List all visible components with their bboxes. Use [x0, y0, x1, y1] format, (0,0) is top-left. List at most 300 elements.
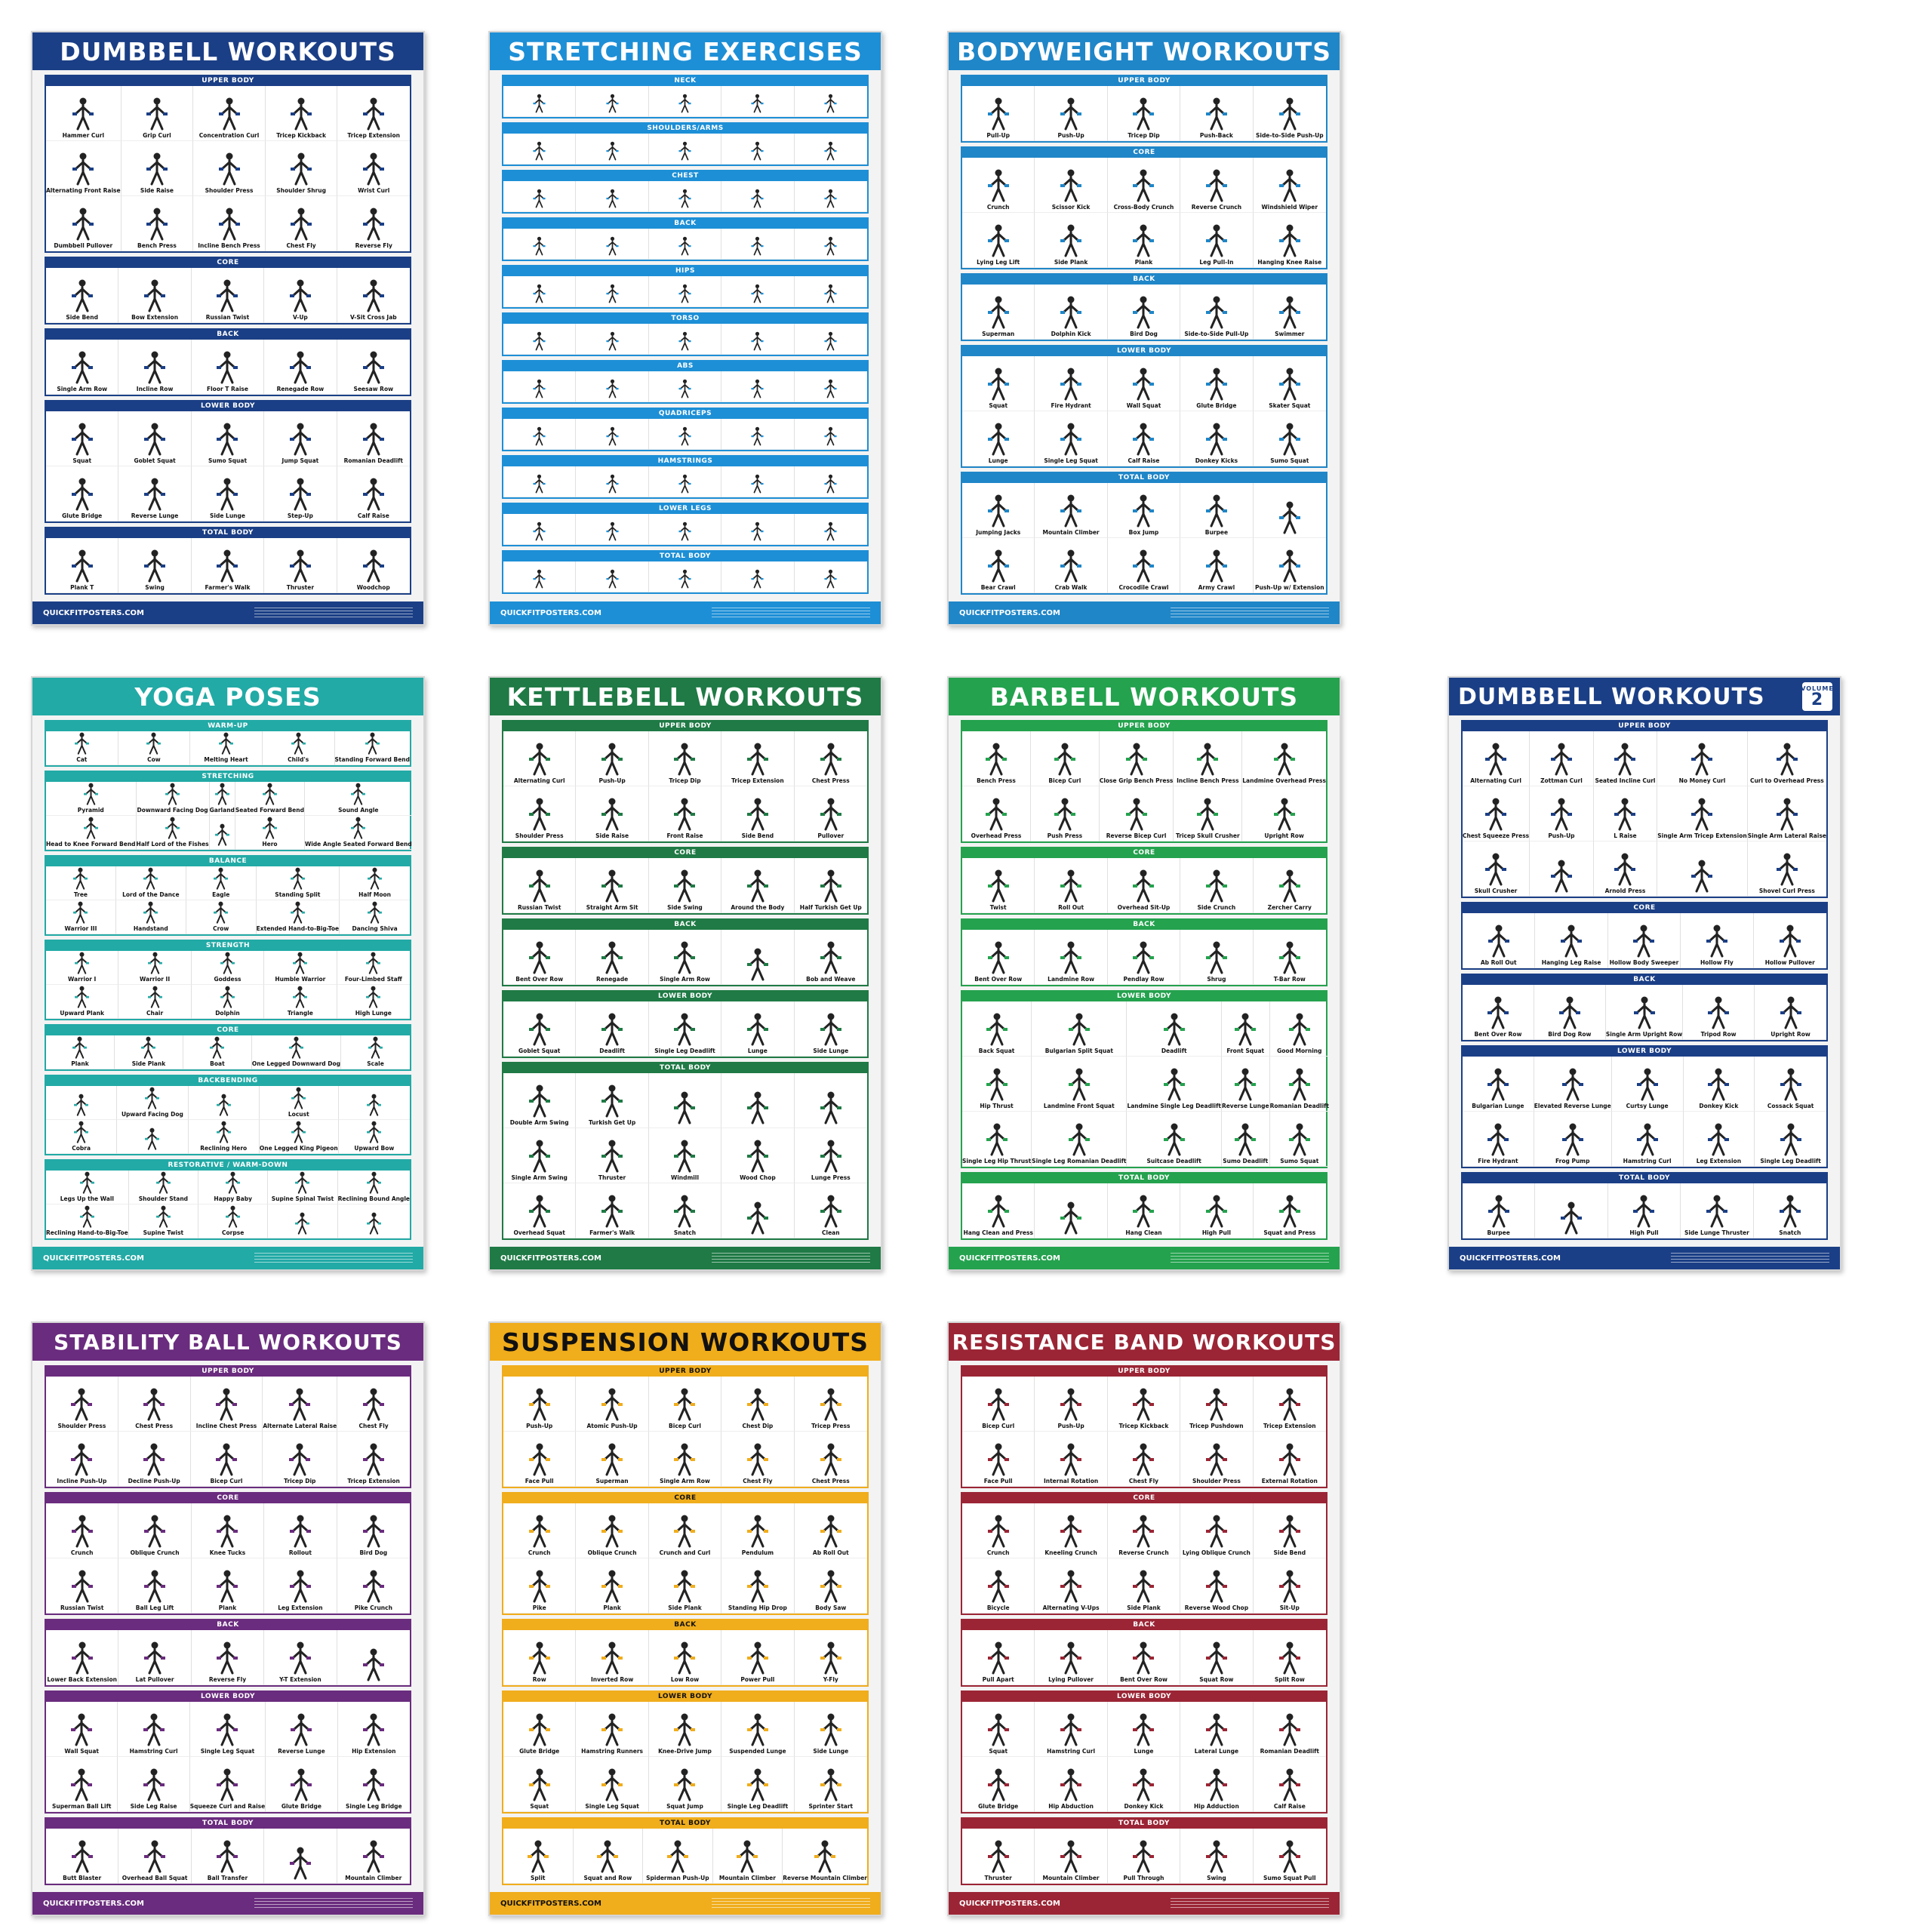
exercise-label: Bent Over Row: [1474, 1031, 1522, 1038]
exercise-card: [337, 1377, 410, 1432]
exercise-label: Sit-Up: [1279, 1604, 1300, 1611]
exercise-figure-icon: [1556, 923, 1586, 958]
exercise-card: [962, 930, 1035, 985]
exercise-card: [1463, 731, 1530, 786]
exercise-grid: [962, 1183, 1326, 1238]
exercise-figure-icon: [981, 796, 1011, 831]
poster-title: [949, 1323, 1340, 1361]
exercise-card: [721, 1183, 794, 1238]
exercise-grid: [1463, 913, 1826, 968]
exercise-label: Chest Press: [811, 1478, 850, 1484]
exercise-figure-icon: [1128, 1193, 1158, 1228]
exercise-label: Push-Up w/ Extension: [1254, 584, 1324, 591]
exercise-card: [1754, 1183, 1826, 1238]
exercise-card: [1180, 1432, 1253, 1487]
exercise-card: [576, 229, 648, 260]
exercise-label: Turkish Get Up: [588, 1119, 636, 1126]
exercise-card: [337, 985, 410, 1019]
exercise-card: [1254, 1377, 1326, 1432]
exercise-figure-icon: [525, 1386, 555, 1421]
exercise-card: [193, 196, 266, 251]
exercise-card: [118, 268, 191, 323]
exercise-label: Hip Abduction: [1048, 1803, 1094, 1810]
exercise-card: [46, 1171, 129, 1204]
exercise-figure-icon: [358, 96, 389, 131]
exercise-grid: [46, 951, 410, 1019]
exercise-figure-icon: [162, 816, 183, 839]
exercise-card: [721, 419, 794, 450]
exercise-card: [1657, 731, 1747, 786]
exercise-figure-icon: [214, 96, 245, 131]
exercise-label: Child's: [288, 756, 309, 763]
exercise-figure-icon: [365, 900, 385, 924]
exercise-section: [502, 1817, 869, 1885]
exercise-label: Reclining Hero: [200, 1145, 248, 1152]
exercise-figure-icon: [981, 741, 1011, 776]
exercise-label: Oblique Crunch: [587, 1549, 637, 1556]
section-heading: STRENGTH: [46, 941, 410, 951]
exercise-label: Hamstring Curl: [129, 1748, 178, 1755]
exercise-label: Dancing Shiva: [352, 925, 398, 932]
exercise-card: [1108, 86, 1180, 141]
exercise-label: Side Plank: [1054, 259, 1088, 266]
exercise-card: [1530, 786, 1594, 841]
exercise-card: [1530, 731, 1594, 786]
footer-url[interactable]: QUICKFITPOSTERS.COM: [500, 1899, 601, 1908]
exercise-figure-icon: [749, 568, 766, 589]
exercise-label: Tricep Skull Crusher: [1175, 832, 1240, 839]
exercise-figure-icon: [822, 521, 839, 541]
footer-disclaimer-lines: [1171, 1253, 1329, 1263]
exercise-card: [260, 1120, 339, 1154]
exercise-card: [1612, 1112, 1684, 1167]
exercise-figure-icon: [983, 1441, 1014, 1476]
exercise-card: [117, 1086, 188, 1120]
exercise-card: [190, 1702, 266, 1757]
exercise-figure-icon: [597, 1138, 627, 1173]
exercise-label: Squat Row: [1199, 1676, 1234, 1683]
exercise-figure-icon: [669, 1712, 700, 1746]
exercise-figure-icon: [525, 1640, 555, 1675]
exercise-label: Leg Extension: [1696, 1158, 1742, 1164]
exercise-card: [264, 1503, 337, 1558]
exercise-label: Lunge: [1134, 1748, 1154, 1755]
exercise-card: [266, 86, 338, 141]
exercise-card: [190, 1757, 266, 1812]
section-heading: TOTAL BODY: [962, 473, 1326, 483]
exercise-card: [962, 538, 1035, 593]
exercise-label: Pyramid: [77, 807, 104, 814]
exercise-figure-icon: [67, 548, 97, 583]
exercise-card: [340, 866, 410, 900]
exercise-figure-icon: [223, 1204, 243, 1228]
exercise-figure-icon: [358, 349, 389, 384]
exercise-card: [263, 731, 335, 765]
exercise-card: [189, 1086, 260, 1120]
exercise-grid: [46, 411, 410, 521]
exercise-card: [1254, 1558, 1326, 1614]
exercise-figure-icon: [1056, 1568, 1086, 1603]
exercise-figure-icon: [142, 151, 172, 186]
exercise-figure-icon: [743, 741, 773, 776]
exercise-figure-icon: [525, 1513, 555, 1548]
exercise-label: Single Leg Deadlift: [1760, 1158, 1821, 1164]
exercise-figure-icon: [743, 868, 773, 903]
section-heading: UPPER BODY: [503, 721, 867, 731]
exercise-card: [1534, 1057, 1612, 1112]
exercise-figure-icon: [676, 283, 694, 303]
footer-url[interactable]: QUICKFITPOSTERS.COM: [43, 1254, 144, 1263]
exercise-figure-icon: [1703, 1066, 1734, 1101]
exercise-card: [721, 276, 794, 307]
exercise-label: Single Arm Row: [660, 1478, 710, 1484]
exercise-label: Arnold Press: [1604, 888, 1646, 894]
exercise-figure-icon: [363, 951, 383, 974]
exercise-figure-icon: [68, 96, 98, 131]
footer-url[interactable]: QUICKFITPOSTERS.COM: [43, 1899, 144, 1908]
exercise-figure-icon: [365, 866, 385, 890]
exercise-card: [576, 324, 648, 355]
exercise-figure-icon: [285, 476, 315, 511]
exercise-figure-icon: [822, 378, 839, 398]
exercise-figure-icon: [816, 868, 846, 903]
exercise-label: Twist: [989, 904, 1007, 911]
exercise-figure-icon: [217, 985, 238, 1008]
exercise-label: Push-Up: [1057, 1423, 1084, 1429]
exercise-card: [1180, 1829, 1253, 1884]
exercise-label: Russian Twist: [205, 314, 250, 321]
exercise-figure-icon: [822, 235, 839, 256]
exercise-grid: [962, 158, 1326, 268]
exercise-figure-icon: [1192, 796, 1223, 831]
footer-url[interactable]: QUICKFITPOSTERS.COM: [959, 1899, 1060, 1908]
exercise-figure-icon: [139, 1441, 169, 1476]
exercise-card: [337, 86, 410, 141]
exercise-label: Back Squat: [978, 1048, 1015, 1054]
exercise-grid: [962, 285, 1326, 340]
exercise-section: [502, 503, 869, 546]
exercise-card: [122, 196, 194, 251]
exercise-card: [721, 561, 794, 592]
exercise-section: [45, 771, 411, 851]
exercise-figure-icon: [1776, 995, 1806, 1029]
exercise-figure-icon: [1201, 493, 1232, 528]
exercise-label: Pullover: [817, 832, 844, 839]
footer-url[interactable]: QUICKFITPOSTERS.COM: [500, 608, 601, 617]
exercise-card: [192, 1558, 264, 1614]
exercise-label: Goblet Squat: [134, 457, 176, 464]
exercise-label: Half Lord of the Fishes: [136, 841, 209, 848]
exercise-card: [649, 134, 721, 165]
exercise-label: Incline Bench Press: [1177, 777, 1239, 784]
exercise-label: Standing Hip Drop: [728, 1604, 787, 1611]
exercise-figure-icon: [1275, 1640, 1305, 1675]
exercise-figure-icon: [142, 96, 172, 131]
exercise-card: [1612, 1057, 1684, 1112]
exercise-figure-icon: [1128, 1386, 1158, 1421]
exercise-card: [721, 858, 794, 913]
exercise-figure-icon: [211, 1386, 242, 1421]
exercise-card: [576, 930, 648, 985]
exercise-label: Cossack Squat: [1767, 1103, 1814, 1109]
exercise-card: [1035, 158, 1107, 213]
exercise-label: Russian Twist: [517, 904, 561, 911]
exercise-card: [1035, 285, 1107, 340]
exercise-figure-icon: [597, 940, 627, 974]
exercise-section: [502, 360, 869, 404]
exercise-label: Mountain Climber: [1042, 529, 1100, 536]
exercise-card: [1035, 1377, 1107, 1432]
workout-poster: [488, 676, 882, 1271]
exercise-label: Seated Forward Bend: [235, 807, 304, 814]
exercise-figure-icon: [1702, 923, 1732, 958]
exercise-figure-icon: [1201, 1568, 1232, 1603]
exercise-figure-icon: [358, 1712, 389, 1746]
exercise-card: [1180, 1630, 1253, 1685]
exercise-figure-icon: [1230, 1121, 1260, 1156]
footer-url[interactable]: QUICKFITPOSTERS.COM: [959, 608, 1060, 617]
exercise-figure-icon: [676, 235, 694, 256]
exercise-figure-icon: [153, 1204, 174, 1228]
exercise-figure-icon: [212, 278, 242, 312]
exercise-card: [576, 1432, 648, 1487]
exercise-card: [1530, 841, 1594, 897]
exercise-figure-icon: [72, 951, 92, 974]
footer-url[interactable]: QUICKFITPOSTERS.COM: [500, 1254, 601, 1263]
section-heading: LOWER LEGS: [503, 504, 867, 514]
exercise-card: [795, 731, 867, 786]
exercise-card: [1254, 86, 1326, 141]
exercise-card: [962, 285, 1035, 340]
exercise-label: Glute Bridge: [978, 1803, 1019, 1810]
exercise-section: [45, 328, 411, 396]
exercise-figure-icon: [983, 868, 1014, 903]
exercise-card: [503, 786, 576, 841]
exercise-label: Side-to-Side Pull-Up: [1184, 331, 1249, 337]
exercise-label: Plank: [603, 1604, 621, 1611]
poster-footer: [949, 1892, 1340, 1915]
exercise-figure-icon: [597, 741, 627, 776]
exercise-card: [1032, 1112, 1127, 1167]
exercise-section: [961, 75, 1327, 143]
section-heading: TOTAL BODY: [1463, 1174, 1826, 1183]
exercise-card: [264, 951, 337, 985]
exercise-figure-icon: [286, 1035, 306, 1059]
exercise-card: [1463, 985, 1534, 1040]
exercise-label: Scale: [367, 1060, 384, 1067]
exercise-label: Windshield Wiper: [1261, 204, 1318, 211]
exercise-figure-icon: [597, 1011, 627, 1046]
exercise-section: [502, 265, 869, 309]
exercise-label: Dolphin: [215, 1010, 240, 1017]
footer-url[interactable]: QUICKFITPOSTERS.COM: [1460, 1254, 1561, 1263]
exercise-label: Wood Chop: [740, 1174, 776, 1181]
exercise-figure-icon: [1275, 1513, 1305, 1548]
exercise-label: Warrior I: [68, 976, 97, 983]
exercise-figure-icon: [669, 1568, 700, 1603]
exercise-card: [192, 340, 264, 395]
exercise-figure-icon: [743, 1640, 773, 1675]
exercise-card: [795, 1377, 867, 1432]
exercise-figure-icon: [212, 349, 242, 384]
exercise-label: Rollout: [288, 1549, 312, 1556]
exercise-card: [266, 196, 338, 251]
exercise-figure-icon: [358, 1441, 389, 1476]
section-heading: TOTAL BODY: [46, 1819, 410, 1829]
exercise-grid: [503, 1630, 867, 1685]
exercise-card: [46, 340, 118, 395]
section-heading: NECK: [503, 76, 867, 86]
exercise-section: [961, 1619, 1327, 1687]
workout-poster: [947, 31, 1341, 626]
exercise-grid: [1463, 1057, 1826, 1167]
exercise-label: Legs Up the Wall: [60, 1195, 114, 1202]
exercise-label: Overhead Squat: [513, 1229, 565, 1236]
exercise-label: Leg Extension: [278, 1604, 323, 1611]
exercise-card: [1174, 786, 1242, 841]
exercise-figure-icon: [364, 1120, 384, 1143]
exercise-figure-icon: [743, 1011, 773, 1046]
exercise-label: Curl to Overhead Press: [1749, 777, 1824, 784]
exercise-card: [1748, 841, 1826, 897]
exercise-figure-icon: [525, 1138, 555, 1173]
exercise-section: [502, 720, 869, 843]
exercise-label: Chest Dip: [742, 1423, 774, 1429]
footer-disclaimer-lines: [1171, 608, 1329, 618]
exercise-card: [503, 86, 576, 117]
exercise-section: [502, 1492, 869, 1615]
exercise-section: [45, 1024, 411, 1071]
exercise-figure-icon: [1201, 1441, 1232, 1476]
exercise-card: [46, 1829, 118, 1884]
exercise-figure-icon: [1546, 741, 1577, 776]
exercise-section: [45, 1075, 411, 1155]
exercise-card: [192, 951, 264, 985]
exercise-figure-icon: [66, 1441, 97, 1476]
exercise-figure-icon: [1558, 1066, 1588, 1101]
exercise-card: [1254, 1183, 1326, 1238]
exercise-figure-icon: [1056, 548, 1086, 583]
exercise-card: [503, 1503, 576, 1558]
exercise-figure-icon: [816, 741, 846, 776]
exercise-label: Sumo Deadlift: [1223, 1158, 1269, 1164]
poster-title-text: STABILITY BALL WORKOUTS: [54, 1329, 402, 1355]
volume-label: VOLUME: [1801, 685, 1834, 692]
exercise-card: [1463, 913, 1535, 968]
exercise-card: [1254, 1757, 1326, 1812]
exercise-grid: [503, 324, 867, 355]
exercise-card: [118, 1377, 191, 1432]
exercise-label: Fire Hydrant: [1478, 1158, 1518, 1164]
exercise-label: Upward Plank: [60, 1010, 104, 1017]
exercise-figure-icon: [982, 1121, 1012, 1156]
exercise-section: [45, 1619, 411, 1687]
exercise-card: [1032, 1057, 1127, 1112]
exercise-label: High Lunge: [355, 1010, 392, 1017]
exercise-card: [1031, 731, 1100, 786]
exercise-card: [1035, 1503, 1107, 1558]
exercise-label: Pull Through: [1123, 1875, 1164, 1881]
exercise-card: [721, 1757, 794, 1812]
exercise-card: [721, 324, 794, 355]
exercise-figure-icon: [1629, 995, 1660, 1029]
exercise-label: Chest Fly: [358, 1423, 389, 1429]
exercise-section: [1461, 720, 1828, 898]
exercise-label: Lateral Lunge: [1194, 1748, 1239, 1755]
exercise-card: [1180, 538, 1253, 593]
exercise-label: Woodchop: [356, 584, 390, 591]
exercise-label: Reclining Hand-to-Big-Toe: [46, 1229, 128, 1236]
exercise-figure-icon: [816, 1568, 846, 1603]
exercise-card: [118, 1702, 189, 1757]
exercise-figure-icon: [604, 235, 621, 256]
exercise-figure-icon: [77, 1204, 97, 1228]
exercise-label: Renegade: [596, 976, 629, 983]
exercise-figure-icon: [525, 796, 555, 831]
exercise-figure-icon: [1056, 1441, 1086, 1476]
exercise-card: [266, 1757, 337, 1812]
exercise-grid: [46, 782, 410, 850]
exercise-label: Seesaw Row: [353, 386, 394, 392]
exercise-card: [721, 1432, 794, 1487]
footer-url[interactable]: QUICKFITPOSTERS.COM: [43, 608, 144, 617]
exercise-card: [337, 466, 410, 521]
exercise-figure-icon: [66, 1386, 97, 1421]
exercise-card: [1108, 1702, 1180, 1757]
exercise-label: Side Lunge: [210, 512, 245, 519]
exercise-figure-icon: [669, 1767, 700, 1801]
exercise-card: [1127, 1112, 1222, 1167]
exercise-label: Single Arm Upright Row: [1605, 1031, 1683, 1038]
exercise-card: [337, 1503, 410, 1558]
exercise-label: Landmine Row: [1048, 976, 1094, 983]
exercise-card: [340, 900, 410, 934]
section-heading: UPPER BODY: [46, 76, 410, 86]
exercise-label: Hamstring Curl: [1623, 1158, 1672, 1164]
exercise-label: Side Raise: [140, 187, 174, 194]
exercise-label: Oblique Crunch: [130, 1549, 180, 1556]
exercise-card: [46, 141, 122, 196]
exercise-card: [503, 1432, 576, 1487]
exercise-grid: [503, 514, 867, 545]
exercise-figure-icon: [285, 1441, 315, 1476]
exercise-figure-icon: [983, 1386, 1014, 1421]
exercise-figure-icon: [1481, 796, 1511, 831]
exercise-label: Tricep Extension: [347, 132, 400, 139]
exercise-card: [1035, 538, 1107, 593]
exercise-figure-icon: [140, 866, 161, 890]
exercise-figure-icon: [1056, 1200, 1086, 1235]
exercise-card: [795, 1503, 867, 1558]
exercise-figure-icon: [525, 868, 555, 903]
exercise-label: Push Press: [1047, 832, 1083, 839]
exercise-figure-icon: [749, 188, 766, 208]
exercise-figure-icon: [597, 1640, 627, 1675]
exercise-card: [118, 411, 191, 466]
exercise-figure-icon: [140, 278, 170, 312]
exercise-card: [338, 1171, 410, 1204]
exercise-figure-icon: [1484, 923, 1514, 958]
exercise-label: Half Moon: [358, 891, 391, 898]
exercise-figure-icon: [1056, 1513, 1086, 1548]
exercise-label: Pull Apart: [982, 1676, 1014, 1683]
exercise-grid: [962, 1503, 1326, 1614]
exercise-label: Corpse: [222, 1229, 245, 1236]
exercise-figure-icon: [162, 782, 183, 805]
poster-body: [961, 1365, 1327, 1887]
exercise-card: [962, 213, 1035, 268]
footer-url[interactable]: QUICKFITPOSTERS.COM: [959, 1254, 1060, 1263]
